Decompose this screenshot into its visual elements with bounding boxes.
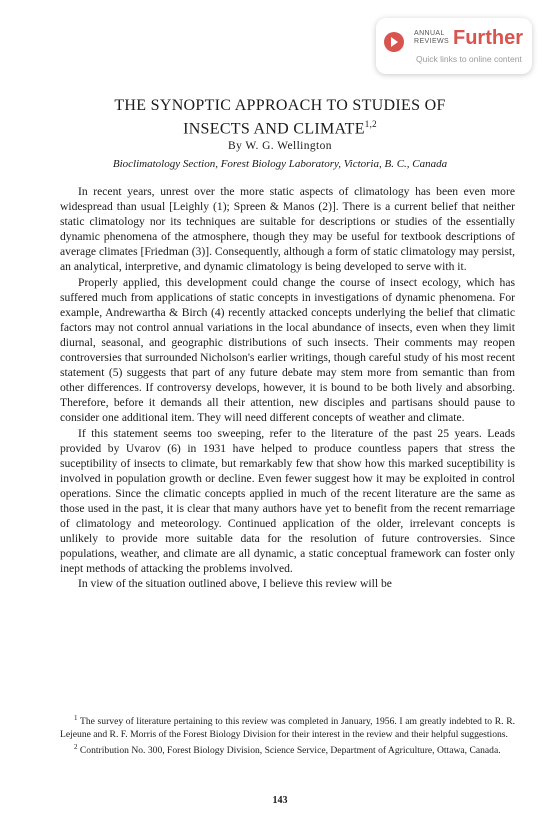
article-title: [60, 96, 500, 138]
body-paragraph: If this statement seems too sweeping, refer to the literature of the past 25 years. Leads provided by Uvarov (6) in 1931 have helped to produce countless papers that stress the suceptibility of insects to climate, but remarkably few that show how this marked suceptibility is involved in population growth or decline. Even fewer suggest how it may be exploited in control operations. Since the climatic concepts applied in much of the recent literature are the same as those used in the past, it is clear that many authors have yet to benefit from the recent remarriage of climatology and meteorology. Continued application of the older, irrelevant concepts is unlikely to provide more suitable data for the resolution of future controversies. Since populations, weather, and climate are all dynamic, a static conceptual framework can foster only inept methods of attacking the problems involved.: [60, 426, 515, 576]
footnote-mark: 1: [74, 714, 78, 722]
body-paragraph: In recent years, unrest over the more static aspects of climatology has been even more widespread than usual [Leighly (1); Spreen & Manos (2)]. There is a current belief that neither static climatology nor its techniques are suitable for descriptions or studies of the essentially dynamic phenomena of the atmosphere, though they may be useful for textbook descriptions of average climates [Friedman (3)]. Consequently, although a form of static climatology may persist, an analytical, interpretive, and dynamic climatology is being developed to serve with it.: [60, 185, 515, 274]
further-badge[interactable]: [376, 18, 532, 74]
body-paragraph: Properly applied, this development could change the course of insect ecology, which has suffered much from applications of static concepts in investigations of dynamic phenomena. For example, Andrewartha & Birch (4) recently attacked concepts underlying the belief that climatic factors may not control annual variations in the local abundance of insects, even when they limit diurnal, seasonal, and geographic distributions of such insects. Their comments may reopen controversies that surrounded Nicholson's earlier writings, though careful study of his most recent statement (5) suggests that part of any future debate may stem more from semantic than from other differences. If controversy develops, however, it is bound to be both lively and absorbing. Therefore, before it demands all their attention, new disciples and partisans should pause to consider one additional item. They will need different concepts of weather and climate.: [60, 275, 515, 425]
footnote-text: Contribution No. 300, Forest Biology Division, Science Service, Department of Agriculture, Ottawa, Canada.: [77, 745, 501, 757]
footnote-text: The survey of literature pertaining to this review was completed in January, 1956. I am greatly indebted to R. R. Lejeune and R. F. Morris of the Forest Biology Division for their interest in the review and their helpful suggestions.: [60, 716, 515, 740]
author-byline: By W. G. Wellington: [228, 140, 332, 152]
footnote: [60, 712, 515, 741]
author-affiliation: Bioclimatology Section, Forest Biology Laboratory, Victoria, B. C., Canada: [112, 158, 448, 170]
annual-reviews-logo: ANNUAL REVIEWS: [414, 30, 450, 45]
title-line-2: INSECTS AND CLIMATE$^{1,2}$: [183, 119, 377, 138]
body-paragraph: In view of the situation outlined above, I believe this review will be: [78, 577, 392, 591]
footnotes: [60, 712, 515, 758]
quick-links-label: Quick links to online content: [416, 54, 522, 64]
title-footnote-marks: 1,2: [364, 119, 377, 129]
play-arrow-icon: [384, 32, 404, 52]
title-line-1: THE SYNOPTIC APPROACH TO STUDIES OF: [114, 97, 446, 114]
footnote-mark: 2: [74, 743, 78, 752]
page-number: 143: [272, 795, 288, 806]
further-label: Further: [453, 27, 523, 49]
footnote: [60, 741, 515, 758]
article-body: [60, 184, 515, 592]
